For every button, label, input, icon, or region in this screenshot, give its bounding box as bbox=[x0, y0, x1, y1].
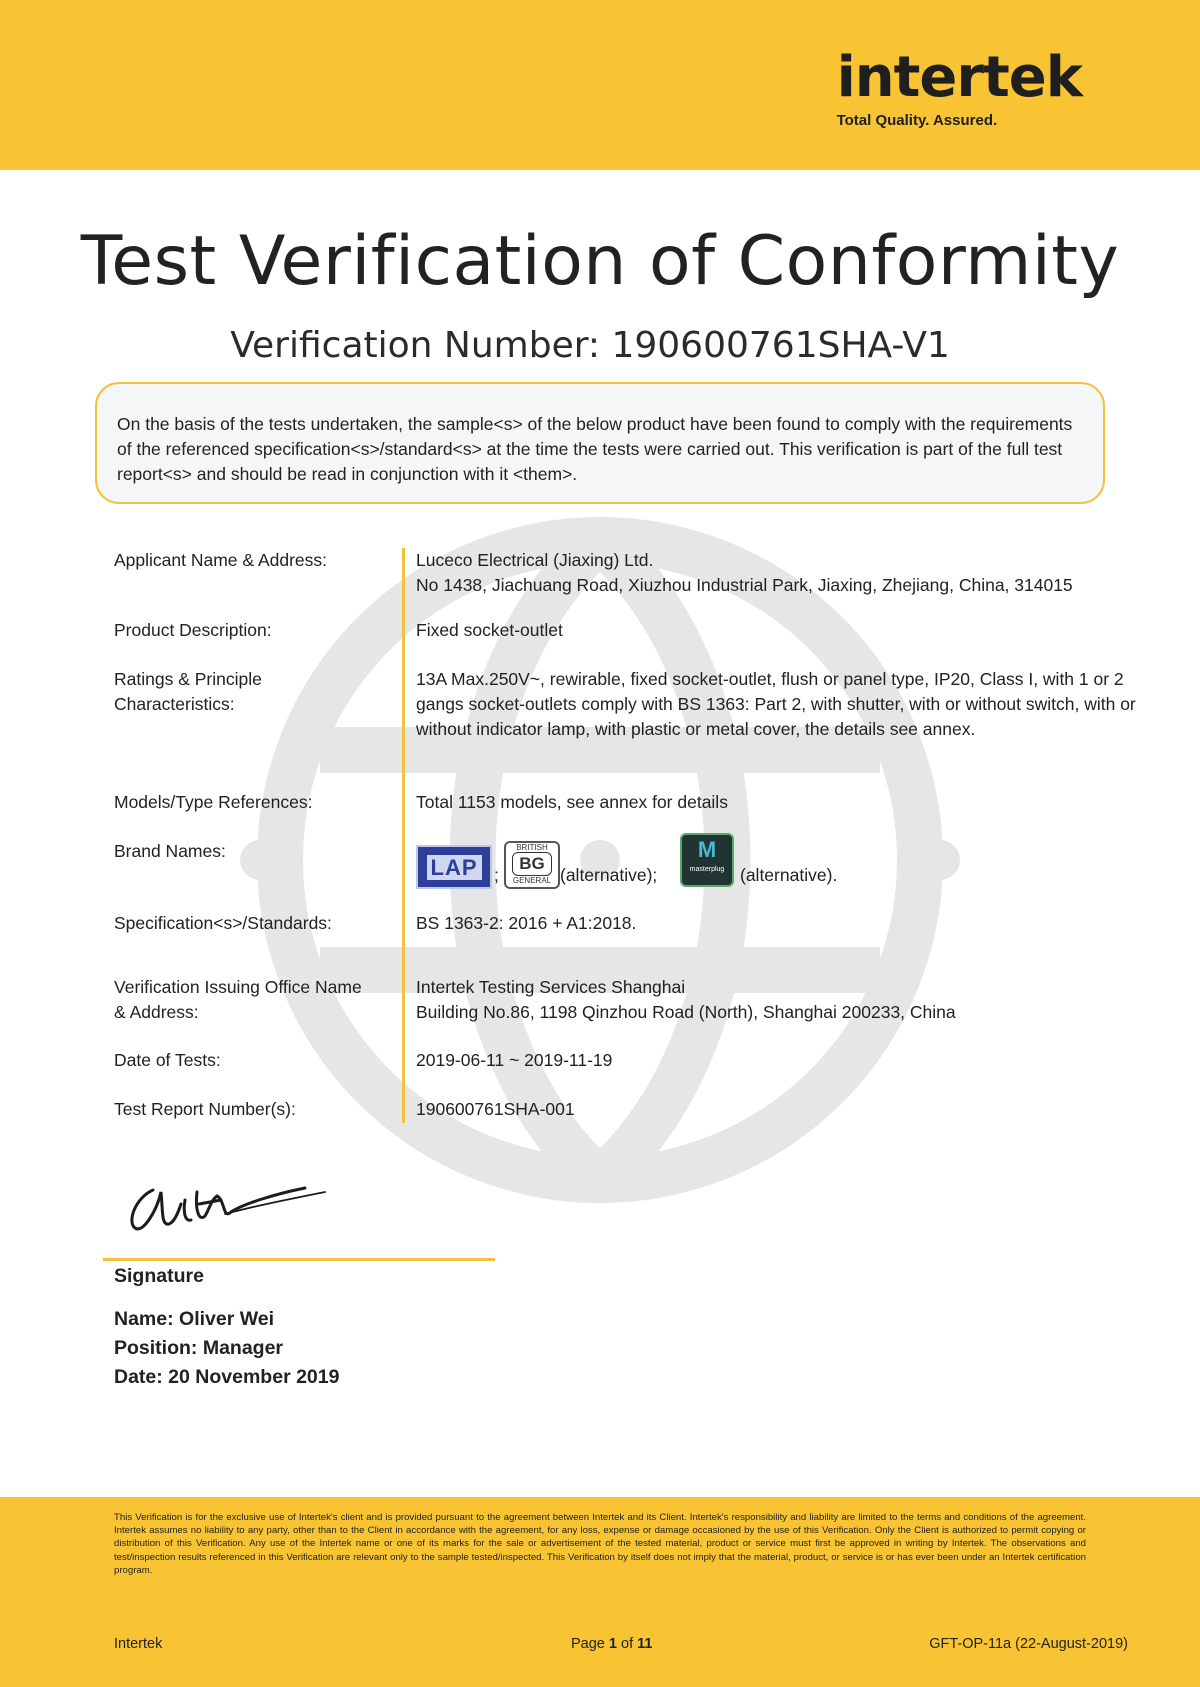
office-name: Intertek Testing Services Shanghai bbox=[416, 977, 686, 997]
models-label: Models/Type References: bbox=[114, 792, 313, 812]
page-current: 1 bbox=[608, 1636, 617, 1652]
bg-logo-mid: BG bbox=[512, 852, 552, 876]
signature-block bbox=[114, 1262, 339, 1392]
date-tests-value: 2019-06-11 ~ 2019-11-19 bbox=[416, 1050, 613, 1070]
applicant-label: Applicant Name & Address: bbox=[114, 550, 328, 570]
office-label-line2: & Address: bbox=[114, 1002, 199, 1022]
logo-wordmark: intertek bbox=[836, 45, 1082, 110]
masterplug-text: masterplug bbox=[689, 866, 725, 873]
brand-logos bbox=[416, 839, 1200, 899]
handwritten-signature bbox=[125, 1170, 335, 1240]
models-value: Total 1153 models, see annex for details bbox=[416, 792, 728, 812]
brand-label: Brand Names: bbox=[114, 841, 226, 861]
ratings-value: 13A Max.250V~, rewirable, fixed socket-outlet, flush or panel type, IP20, Class I, with 1 or 2 gangs socket-outlets comply with BS 1363: Part 2, with shutter, with or without switch, with or without indicator lamp, with plastic or metal cover, the details see annex. bbox=[416, 669, 1136, 739]
date-tests-label: Date of Tests: bbox=[114, 1050, 221, 1070]
logo-tagline: Total Quality. Assured. bbox=[836, 112, 998, 129]
ratings-label-line2: Characteristics: bbox=[114, 694, 235, 714]
brand-alternative-1: (alternative); bbox=[560, 865, 658, 885]
bg-logo-top: BRITISH bbox=[516, 843, 548, 852]
page-title: Test Verification of Conformity bbox=[80, 222, 1120, 301]
office-label-line1: Verification Issuing Office Name bbox=[114, 977, 362, 997]
signer-position: Position: Manager bbox=[114, 1337, 284, 1359]
intertek-logo bbox=[836, 45, 1082, 129]
report-label: Test Report Number(s): bbox=[114, 1099, 296, 1119]
lap-logo bbox=[416, 845, 492, 889]
applicant-address: No 1438, Jiachuang Road, Xiuzhou Industrial Park, Jiaxing, Zhejiang, China, 314015 bbox=[416, 575, 1073, 595]
page-indicator bbox=[571, 1636, 652, 1652]
masterplug-logo bbox=[680, 833, 734, 887]
page-total: 11 bbox=[637, 1636, 653, 1652]
british-general-logo bbox=[504, 841, 560, 889]
office-value bbox=[416, 975, 1200, 1025]
conformity-notice: On the basis of the tests undertaken, the sample<s> of the below product have been found to comply with the requirements of the referenced specification<s>/standard<s> at the time the tests were carried out. This verification is part of the full test report<s> and should be read in conjunction with it <them>. bbox=[95, 382, 1105, 504]
bg-logo-bottom: GENERAL bbox=[512, 876, 552, 885]
details-divider bbox=[402, 548, 405, 1123]
office-label bbox=[114, 975, 394, 1025]
office-address: Building No.86, 1198 Qinzhou Road (North), Shanghai 200233, China bbox=[416, 1002, 956, 1022]
footer-form-code: GFT-OP-11a (22-August-2019) bbox=[929, 1636, 1128, 1652]
spec-value: BS 1363-2: 2016 + A1:2018. bbox=[416, 913, 637, 933]
applicant-name: Luceco Electrical (Jiaxing) Ltd. bbox=[416, 550, 654, 570]
masterplug-mark: M bbox=[697, 837, 717, 862]
report-value: 190600761SHA-001 bbox=[416, 1099, 575, 1119]
page-of: of bbox=[616, 1636, 638, 1652]
spec-label: Specification<s>/Standards: bbox=[114, 913, 332, 933]
product-value: Fixed socket-outlet bbox=[416, 620, 563, 640]
footer-disclaimer: This Verification is for the exclusive use of Intertek's client and is provided pursuant to the agreement between Intertek and its Client. Intertek's responsibility and liability are limited to the terms and conditions of the agreement. Intertek assumes no liability to any party, other than to the Client in accordance with the agreement, for any loss, expense or damage occasioned by the use of this Verification. Only the Client is authorized to permit copying or distribution of this Verification. Any use of the Intertek name or one of its marks for the sale or advertisement of the tested material, product or service must first be approved in writing by Intertek. The observations and test/inspection results referenced in this Verification are relevant only to the sample tested/inspected. This Verification by itself does not imply that the material, product, or service is or has ever been under an Intertek certification program. bbox=[114, 1512, 1086, 1576]
ratings-label bbox=[114, 667, 394, 717]
lap-logo-text: LAP bbox=[427, 855, 482, 880]
signer-name: Name: Oliver Wei bbox=[114, 1308, 275, 1330]
product-label: Product Description: bbox=[114, 620, 272, 640]
signature-line bbox=[103, 1258, 495, 1261]
verification-number: Verification Number: 190600761SHA-V1 bbox=[230, 325, 950, 366]
brand-value bbox=[416, 839, 1200, 899]
brand-alternative-2: (alternative). bbox=[740, 865, 838, 885]
page-prefix: Page bbox=[571, 1636, 609, 1652]
signature-date: Date: 20 November 2019 bbox=[114, 1366, 340, 1388]
ratings-label-line1: Ratings & Principle bbox=[114, 669, 262, 689]
signature-label: Signature bbox=[114, 1265, 204, 1287]
applicant-value bbox=[416, 548, 1200, 598]
brand-separator: ; bbox=[494, 865, 499, 885]
footer-company: Intertek bbox=[114, 1636, 163, 1652]
